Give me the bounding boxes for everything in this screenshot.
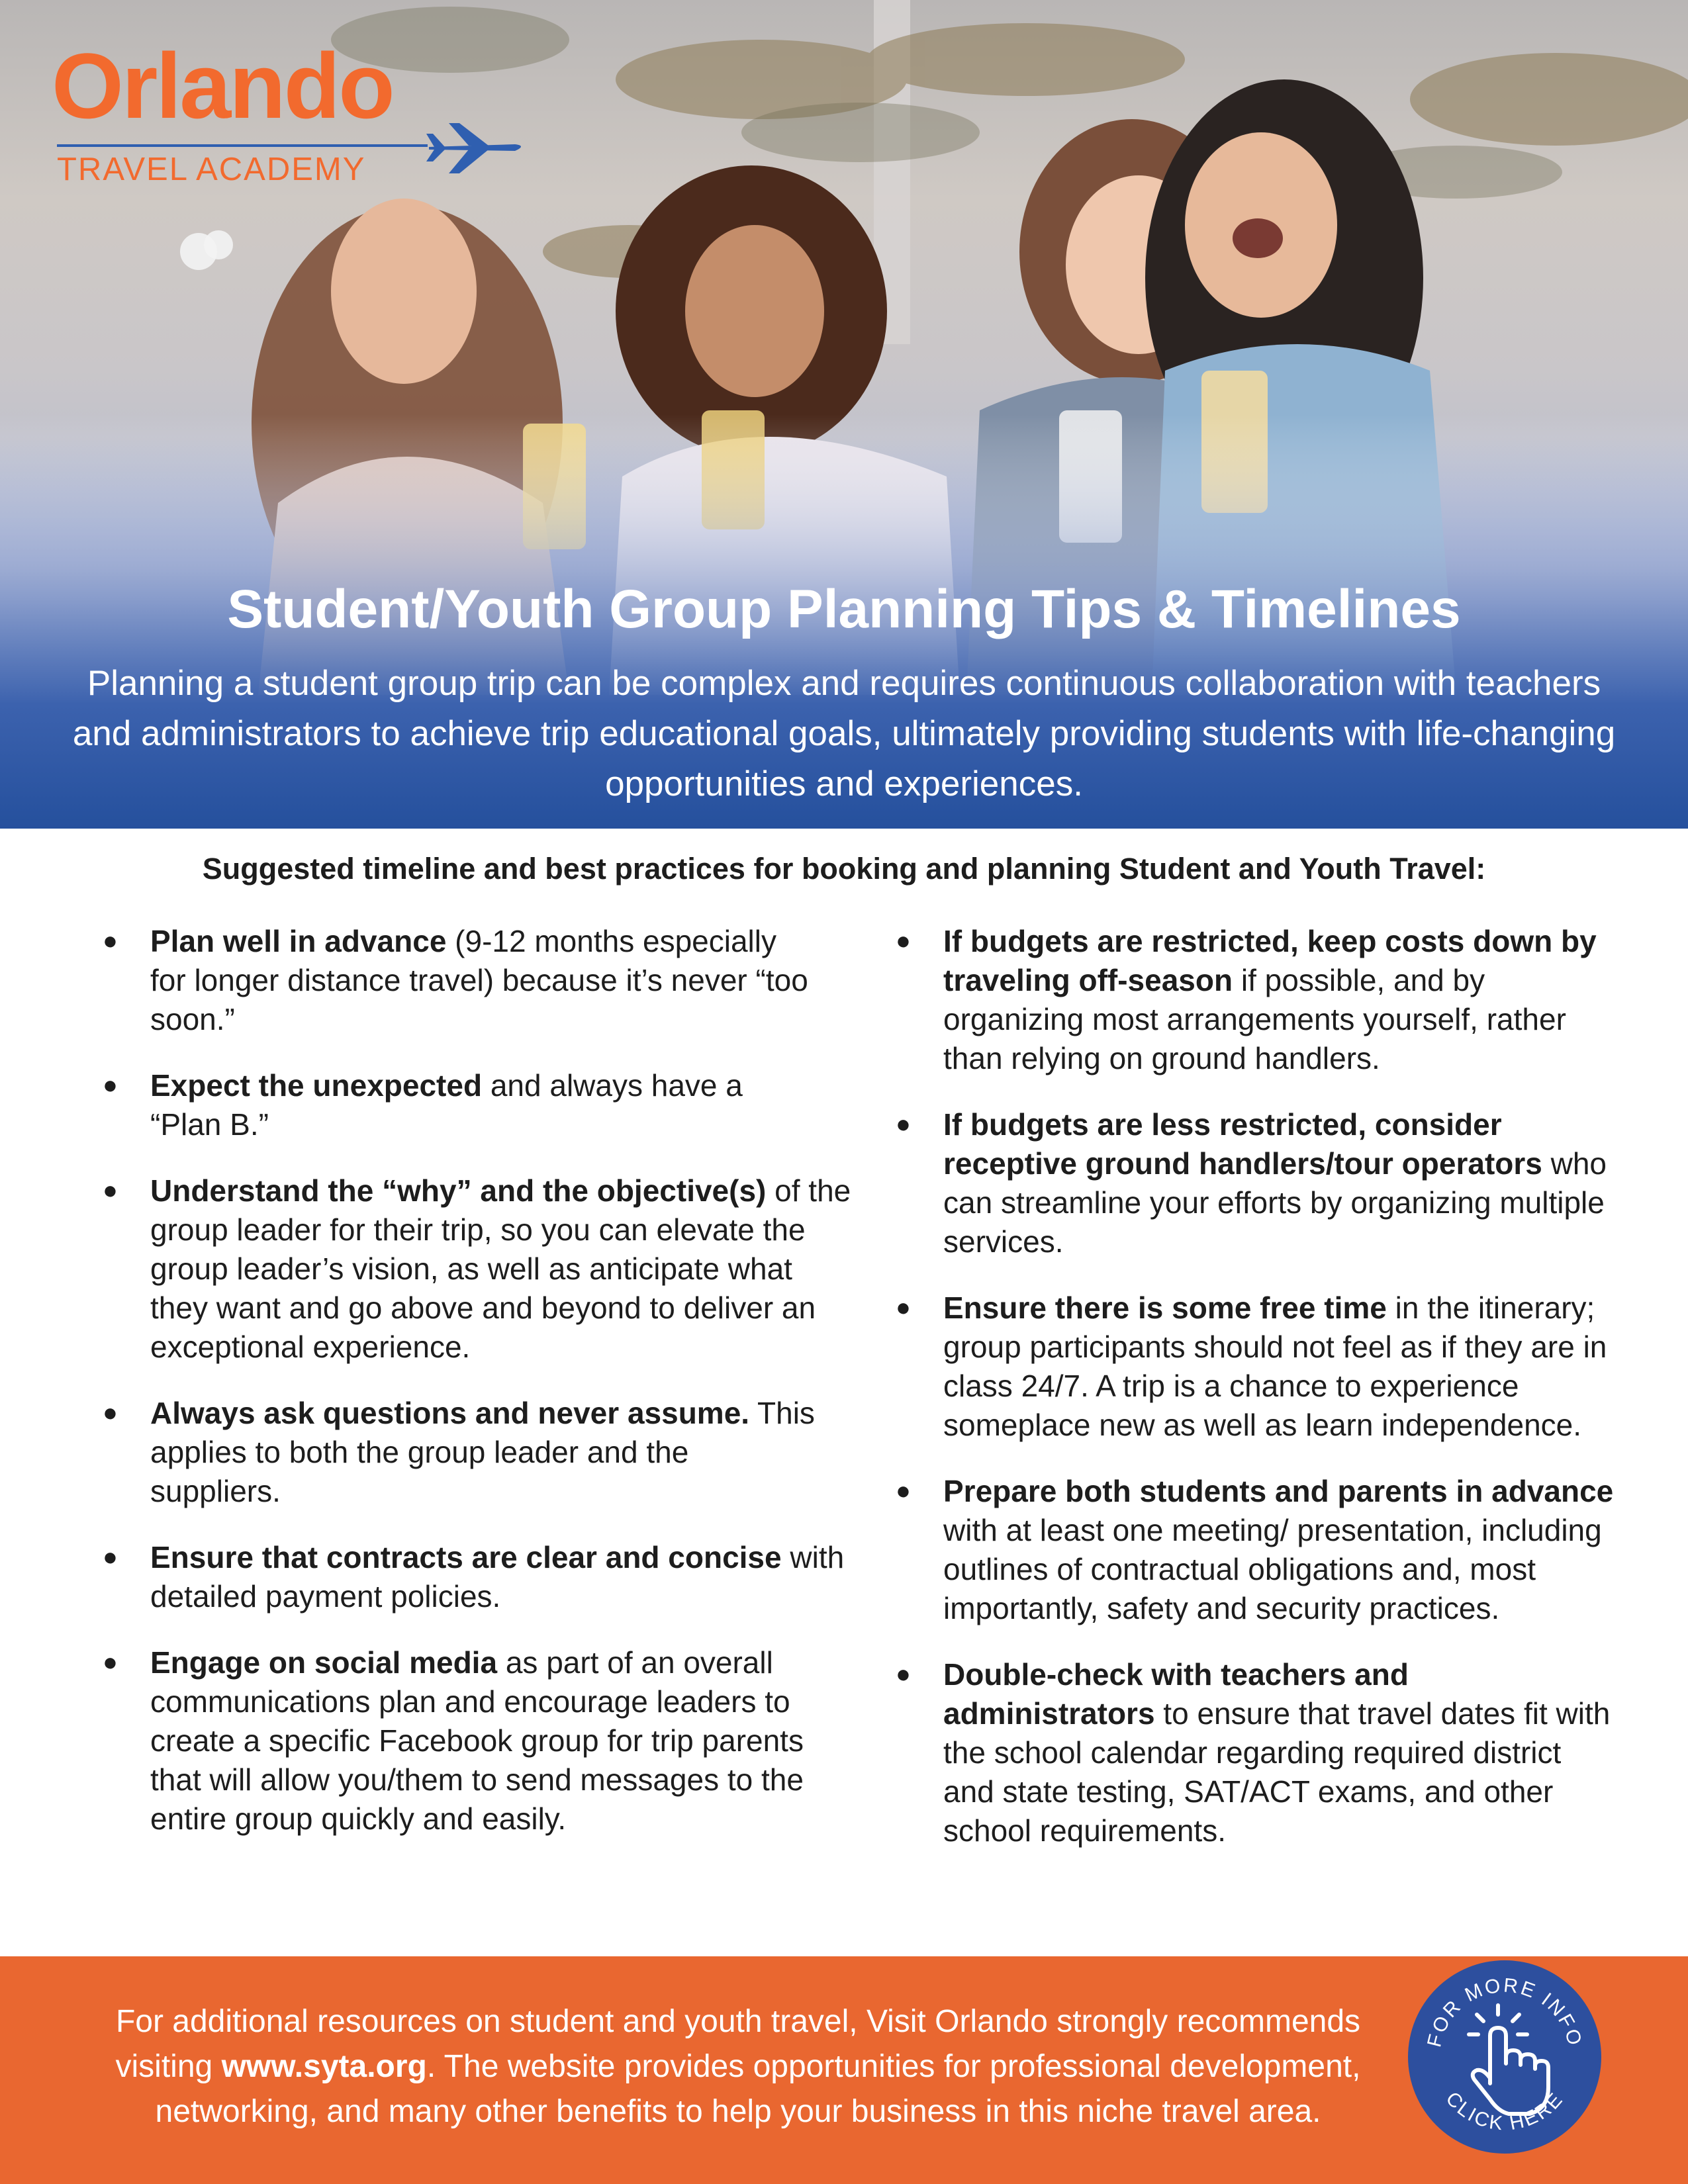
tip-bold: Engage on social media [150, 1645, 498, 1680]
bullet-icon: ● [103, 1071, 118, 1099]
tip-text: if possible, and by organizing most arrangements yourself, rather than relying on ground handlers. [943, 963, 1566, 1075]
tip-item [889, 1655, 1618, 1850]
footer-text-pre: For additional resources on student and youth travel, Visit Orlando strongly recommends visiting [115, 2004, 1361, 2084]
tip-text: and always have a “Plan B.” [150, 1068, 743, 1142]
badge-bottom-text: CLICK HERE [1441, 2087, 1568, 2135]
bullet-icon: ● [103, 1399, 118, 1427]
tip-item [889, 1472, 1618, 1628]
tip-item [96, 1066, 812, 1144]
tip-text: (9-12 months especially for longer distance travel) because it’s never “too soon.” [150, 924, 808, 1036]
tip-text: with detailed payment policies. [150, 1540, 845, 1614]
tip-item [889, 1289, 1632, 1445]
logo-rule [57, 144, 428, 147]
tip-item [96, 1394, 819, 1511]
tip-bold: If budgets are less restricted, consider receptive ground handlers/tour operators [943, 1107, 1542, 1181]
tip-bold: Plan well in advance [150, 924, 447, 958]
tip-bold: Ensure that contracts are clear and concise [150, 1540, 782, 1574]
footer-text-post: . The website provides opportunities for professional development, networking, and many other benefits to help your business in this niche travel area. [155, 2049, 1361, 2129]
logo-wordmark: Orlando [52, 34, 393, 138]
tip-text: This applies to both the group leader and the suppliers. [150, 1396, 815, 1508]
bullet-icon: ● [103, 927, 118, 955]
footer-text [79, 1999, 1397, 2134]
tip-text: in the itinerary; group participants should not feel as if they are in class 24/7. A trip is a chance to experience someplace new as well as learn independence. [943, 1291, 1607, 1442]
tips-column-right [889, 922, 1614, 1850]
tip-bold: Ensure there is some free time [943, 1291, 1387, 1325]
tip-item [96, 1171, 852, 1367]
tip-text: of the group leader for their trip, so you can elevate the group leader’s vision, as well as anticipate what they want and go above and beyond to deliver an exceptional experience. [150, 1173, 851, 1364]
tips-column-left [96, 922, 851, 1839]
tip-text: with at least one meeting/ presentation, including outlines of contractual obligations and, most importantly, safety and security practices. [943, 1513, 1602, 1625]
tip-bold: Double-check with teachers and administrators [943, 1657, 1409, 1731]
tip-bold: If budgets are restricted, keep costs down by traveling off-season [943, 924, 1597, 997]
logo-subtitle: TRAVEL ACADEMY [57, 152, 366, 187]
bullet-icon: ● [103, 1177, 118, 1205]
bullet-icon: ● [896, 1661, 911, 1688]
tip-bold: Prepare both students and parents in advance [943, 1474, 1614, 1508]
tips-heading: Suggested timeline and best practices for booking and planning Student and Youth Travel: [202, 852, 1486, 886]
bullet-icon: ● [103, 1543, 118, 1571]
bullet-icon: ● [103, 1649, 118, 1676]
tip-item [889, 922, 1605, 1078]
tip-text: to ensure that travel dates fit with the school calendar regarding required district and state testing, SAT/ACT exams, and other school requirements. [943, 1696, 1611, 1848]
tip-item [96, 1643, 819, 1839]
hero-banner [0, 0, 1688, 829]
syta-link[interactable]: www.syta.org [221, 2049, 427, 2084]
bullet-icon: ● [896, 927, 911, 955]
tip-text: who can streamline your efforts by organizing multiple services. [943, 1146, 1607, 1259]
more-info-badge[interactable] [1405, 1958, 1604, 2156]
tip-text: as part of an overall communications plan and encourage leaders to create a specific Facebook group for trip parents that will allow you/them to send messages to the entire group quickly and easily. [150, 1645, 804, 1836]
bullet-icon: ● [896, 1477, 911, 1505]
bullet-icon: ● [896, 1111, 911, 1138]
tip-bold: Always ask questions and never assume. [150, 1396, 750, 1430]
intro-paragraph: Planning a student group trip can be complex and requires continuous collaboration with teachers and administrators to achieve trip educational goals, ultimately providing students with life-changing opportunities and experiences. [72, 664, 1616, 803]
tip-bold: Expect the unexpected [150, 1068, 483, 1103]
tip-item [889, 1105, 1612, 1261]
tip-item [96, 1538, 852, 1616]
page-title: Student/Youth Group Planning Tips & Timelines [227, 579, 1461, 639]
orlando-travel-academy-logo [52, 34, 482, 187]
airplane-icon [422, 118, 528, 177]
tip-item [96, 922, 812, 1039]
badge-top-text: FOR MORE INFO [1423, 1974, 1587, 2050]
tip-bold: Understand the “why” and the objective(s) [150, 1173, 767, 1208]
bullet-icon: ● [896, 1294, 911, 1322]
